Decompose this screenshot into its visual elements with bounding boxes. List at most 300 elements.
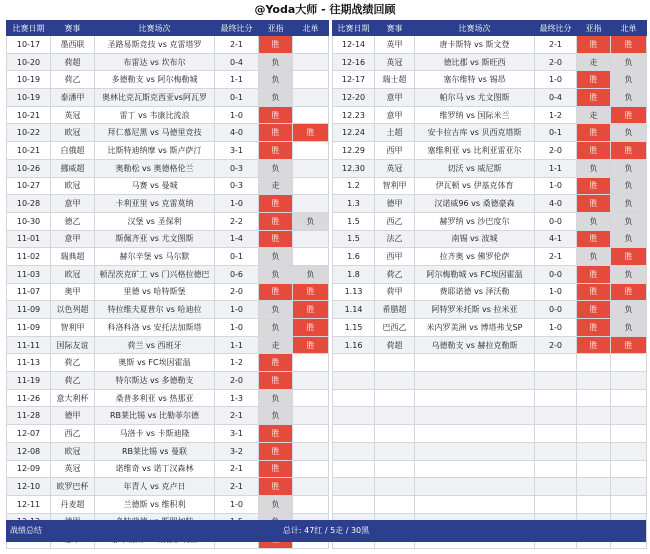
match-teams: 赫罗纳 vs 沙巴度尔 [415,212,535,230]
table-row [7,372,329,390]
table-row [333,248,647,266]
empty-cell [577,407,611,425]
final-score: 2-0 [215,372,259,390]
league: 以色列超 [51,301,95,319]
final-score: 0-3 [215,177,259,195]
beidan-result [293,71,329,89]
league: 国际友谊 [51,336,95,354]
final-score: 3-2 [215,442,259,460]
match-teams: 南锡 vs 波城 [415,230,535,248]
empty-cell [375,460,415,478]
table-row [7,442,329,460]
match-teams: 伊瓦顿 vs 伊基克体育 [415,177,535,195]
beidan-result [293,36,329,54]
results-table-right [332,20,647,549]
final-score: 1-0 [215,195,259,213]
beidan-result: 负 [611,195,647,213]
handicap-result: 胜 [577,265,611,283]
beidan-result [293,389,329,407]
match-teams: 马赛 vs 曼城 [95,177,215,195]
table-row [333,71,647,89]
match-date: 10-19 [7,89,51,107]
final-score: 2-2 [215,212,259,230]
empty-cell [611,460,647,478]
match-teams: 特拉维夫夏普尔 vs 哈迪拉 [95,301,215,319]
final-score: 1-2 [535,106,577,124]
match-teams: 塞维利亚 vs 比利亚雷亚尔 [415,142,535,160]
handicap-result: 走 [577,53,611,71]
match-teams: 年青人 vs 克卢日 [95,478,215,496]
summary-total: 总计: 47红 / 5走 / 30黑 [282,526,370,535]
handicap-result: 胜 [577,336,611,354]
final-score: 1-0 [535,319,577,337]
beidan-result: 负 [611,53,647,71]
handicap-result: 胜 [259,478,293,496]
table-row [333,36,647,54]
table-row [333,283,647,301]
header-match: 比赛场次 [415,21,535,36]
match-date: 10-19 [7,71,51,89]
empty-cell [535,478,577,496]
empty-cell [577,372,611,390]
league: 智利甲 [375,177,415,195]
beidan-result: 负 [611,212,647,230]
table-row [7,124,329,142]
header-date: 比赛日期 [333,21,375,36]
match-teams: 马洛卡 vs 卡斯迪隆 [95,425,215,443]
beidan-result: 负 [611,319,647,337]
empty-cell [375,495,415,513]
empty-cell [577,389,611,407]
match-teams: 切沃 vs 威尼斯 [415,159,535,177]
table-row [333,265,647,283]
table-row [333,336,647,354]
empty-cell [333,389,375,407]
table-row [7,354,329,372]
match-date: 1.2 [333,177,375,195]
empty-cell [577,354,611,372]
empty-row [333,478,647,496]
beidan-result [293,53,329,71]
match-date: 11-09 [7,319,51,337]
league: 荷甲 [375,283,415,301]
match-date: 1.3 [333,195,375,213]
league: 欧冠 [51,124,95,142]
empty-cell [535,354,577,372]
final-score: 2-1 [215,36,259,54]
final-score: 0-0 [535,265,577,283]
table-row [7,478,329,496]
match-date: 10-27 [7,177,51,195]
empty-cell [375,372,415,390]
table-row [7,142,329,160]
table-row [7,425,329,443]
match-teams: 拜仁慕尼黑 vs 马德里竞技 [95,124,215,142]
final-score: 0-1 [215,89,259,107]
handicap-result: 胜 [577,195,611,213]
final-score: 0-6 [215,265,259,283]
match-date: 1.15 [333,319,375,337]
match-date: 1.6 [333,248,375,266]
match-teams: 帕尔马 vs 尤文图斯 [415,89,535,107]
match-date: 12-08 [7,442,51,460]
final-score: 4-0 [215,124,259,142]
match-date: 11-01 [7,230,51,248]
handicap-result: 胜 [259,195,293,213]
empty-cell [611,372,647,390]
match-teams: 奥勒松 vs 奥德格伦兰 [95,159,215,177]
empty-cell [535,495,577,513]
league: 德甲 [375,195,415,213]
table-row [7,283,329,301]
match-date: 12-10 [7,478,51,496]
handicap-result: 胜 [259,212,293,230]
beidan-result: 负 [611,71,647,89]
table-row [7,53,329,71]
table-row [333,177,647,195]
final-score: 2-0 [535,53,577,71]
final-score: 1-0 [215,106,259,124]
table-row [7,36,329,54]
match-date: 11-19 [7,372,51,390]
table-row [333,142,647,160]
final-score: 1-0 [535,71,577,89]
match-date: 12.30 [333,159,375,177]
table-row [7,195,329,213]
league: 丹麦超 [51,495,95,513]
header-handicap: 亚指 [577,21,611,36]
beidan-result [293,354,329,372]
empty-cell [415,442,535,460]
league: 西甲 [375,248,415,266]
beidan-result [293,89,329,107]
empty-cell [611,442,647,460]
empty-cell [611,425,647,443]
final-score: 2-1 [215,478,259,496]
table-row [7,212,329,230]
empty-row [333,442,647,460]
league: 希腊超 [375,301,415,319]
league: 智利甲 [51,319,95,337]
beidan-result [293,248,329,266]
table-row [7,265,329,283]
handicap-result: 胜 [259,425,293,443]
match-date: 1.5 [333,212,375,230]
final-score: 2-1 [215,407,259,425]
empty-cell [577,495,611,513]
match-date: 12-07 [7,425,51,443]
beidan-result: 胜 [293,336,329,354]
league: 德乙 [51,212,95,230]
final-score: 1-0 [215,319,259,337]
empty-cell [375,389,415,407]
match-teams: 德比郡 vs 斯旺西 [415,53,535,71]
beidan-result: 负 [611,265,647,283]
table-row [7,106,329,124]
match-teams: 斯佩齐亚 vs 尤文图斯 [95,230,215,248]
league: 意甲 [375,89,415,107]
final-score: 1-2 [215,354,259,372]
header-beidan: 北单 [611,21,647,36]
handicap-result: 胜 [577,177,611,195]
match-date: 12-20 [333,89,375,107]
empty-row [333,460,647,478]
match-date: 12.23 [333,106,375,124]
handicap-result: 负 [259,159,293,177]
empty-cell [375,407,415,425]
match-date: 12.24 [333,124,375,142]
match-teams: 奥林比克瓦斯克西亚vs阿瓦罗 [95,89,215,107]
empty-cell [375,478,415,496]
beidan-result [293,442,329,460]
beidan-result: 胜 [611,142,647,160]
header-beidan: 北单 [293,21,329,36]
handicap-result: 负 [259,265,293,283]
empty-cell [611,389,647,407]
handicap-result: 胜 [577,230,611,248]
table-row [333,195,647,213]
table-row [7,301,329,319]
match-teams: 费耶诺德 vs 泽沃勒 [415,283,535,301]
beidan-result: 胜 [611,248,647,266]
match-teams: RB莱比锡 vs 比勒菲尔德 [95,407,215,425]
empty-row [333,389,647,407]
match-teams: 卡利亚里 vs 克雷莫纳 [95,195,215,213]
handicap-result: 胜 [577,71,611,89]
final-score: 1-0 [535,177,577,195]
match-date: 11-07 [7,283,51,301]
empty-cell [375,442,415,460]
final-score: 2-0 [535,142,577,160]
empty-cell [577,442,611,460]
final-score: 1-0 [215,495,259,513]
handicap-result: 胜 [577,89,611,107]
match-teams: 安卡拉古库 vs 贝西克塔斯 [415,124,535,142]
table-row [7,89,329,107]
league: 英冠 [51,460,95,478]
league: 英甲 [375,36,415,54]
handicap-result: 负 [577,248,611,266]
summary-label: 战绩总结 [10,526,42,535]
handicap-result: 负 [259,53,293,71]
handicap-result: 胜 [259,354,293,372]
empty-cell [415,495,535,513]
league: 荷乙 [51,354,95,372]
empty-cell [333,425,375,443]
table-row [7,71,329,89]
page-title: @Yoda大师 - 往期战绩回顾 [254,3,396,16]
league: 法乙 [375,230,415,248]
table-row [333,106,647,124]
table-row [333,212,647,230]
handicap-result: 负 [259,319,293,337]
results-table-left [6,20,329,549]
table-row [333,124,647,142]
empty-cell [415,354,535,372]
empty-cell [415,389,535,407]
match-teams: 诺维奇 vs 诺丁汉森林 [95,460,215,478]
match-date: 10-21 [7,106,51,124]
league: 欧冠 [51,265,95,283]
handicap-result: 负 [259,495,293,513]
table-row [7,495,329,513]
beidan-result: 胜 [293,301,329,319]
match-date: 1.14 [333,301,375,319]
league: 欧罗巴杯 [51,478,95,496]
handicap-result: 胜 [259,372,293,390]
empty-cell [375,425,415,443]
table-row [333,301,647,319]
league: 意甲 [51,230,95,248]
empty-cell [577,478,611,496]
beidan-result: 负 [611,124,647,142]
header-league: 赛事 [375,21,415,36]
league: 白俄超 [51,142,95,160]
match-date: 10-26 [7,159,51,177]
match-date: 12-17 [333,71,375,89]
league: 英冠 [375,53,415,71]
empty-cell [333,407,375,425]
match-teams: 唐卡斯特 vs 斯文登 [415,36,535,54]
empty-cell [375,354,415,372]
beidan-result [293,177,329,195]
league: 意甲 [51,195,95,213]
handicap-result: 胜 [259,124,293,142]
beidan-result [293,106,329,124]
league: 欧冠 [51,177,95,195]
table-row [7,230,329,248]
header-score: 最终比分 [535,21,577,36]
match-date: 11-28 [7,407,51,425]
beidan-result: 胜 [611,283,647,301]
handicap-result: 胜 [577,36,611,54]
match-teams: 阿尔梅勒城 vs FC埃因霍温 [415,265,535,283]
beidan-result: 负 [611,177,647,195]
table-row [7,460,329,478]
final-score: 0-0 [535,212,577,230]
empty-cell [535,460,577,478]
empty-cell [535,372,577,390]
league: 墨西联 [51,36,95,54]
beidan-result: 负 [611,159,647,177]
empty-cell [611,478,647,496]
league: 荷超 [51,53,95,71]
handicap-result: 胜 [259,142,293,160]
handicap-result: 胜 [259,283,293,301]
final-score: 0-3 [215,159,259,177]
league: 土超 [375,124,415,142]
beidan-result [293,142,329,160]
match-teams: 科洛科洛 vs 安托法加斯塔 [95,319,215,337]
league: 西甲 [375,142,415,160]
league: 荷超 [375,336,415,354]
match-date: 1.13 [333,283,375,301]
empty-cell [611,407,647,425]
match-teams: 比斯特迪纳摩 vs 斯卢萨汀 [95,142,215,160]
league: 瑞士超 [375,71,415,89]
match-date: 1.5 [333,230,375,248]
match-teams: 多德勒支 vs 阿尔梅勒城 [95,71,215,89]
handicap-result: 胜 [577,142,611,160]
handicap-result: 胜 [259,442,293,460]
match-teams: 塞尔维特 vs 锡昂 [415,71,535,89]
match-teams: 奥斯 vs FC埃因霍温 [95,354,215,372]
final-score: 2-0 [535,336,577,354]
league: 巴西乙 [375,319,415,337]
summary-bar [6,520,646,542]
match-date: 10-17 [7,36,51,54]
match-teams: 布雷达 vs 坎布尔 [95,53,215,71]
match-teams: RB莱比锡 vs 曼联 [95,442,215,460]
handicap-result: 走 [577,106,611,124]
league: 英冠 [375,159,415,177]
table-row [333,159,647,177]
match-date: 11-02 [7,248,51,266]
table-row [7,407,329,425]
beidan-result: 负 [611,301,647,319]
table-row [7,248,329,266]
empty-cell [535,442,577,460]
table-row [7,389,329,407]
handicap-result: 胜 [259,36,293,54]
league: 挪威超 [51,159,95,177]
empty-cell [577,425,611,443]
handicap-result: 负 [259,248,293,266]
final-score: 0-1 [535,124,577,142]
match-date: 12-16 [333,53,375,71]
league: 荷乙 [375,265,415,283]
final-score: 2-1 [535,36,577,54]
beidan-result: 负 [611,89,647,107]
handicap-result: 负 [259,89,293,107]
handicap-result: 胜 [577,319,611,337]
header-handicap: 亚指 [259,21,293,36]
handicap-result: 胜 [577,301,611,319]
empty-cell [333,478,375,496]
match-date: 10-28 [7,195,51,213]
empty-row [333,372,647,390]
match-teams: 特尔斯达 vs 多德勒支 [95,372,215,390]
beidan-result: 胜 [611,336,647,354]
match-date: 1.16 [333,336,375,354]
final-score: 4-1 [535,230,577,248]
match-date: 12.29 [333,142,375,160]
match-date: 10-20 [7,53,51,71]
match-date: 12-09 [7,460,51,478]
league: 奥甲 [51,283,95,301]
match-teams: 汉诺威96 vs 桑德豪森 [415,195,535,213]
empty-cell [333,372,375,390]
final-score: 1-1 [215,336,259,354]
handicap-result: 负 [577,159,611,177]
final-score: 2-0 [215,283,259,301]
match-date: 11-13 [7,354,51,372]
empty-cell [415,372,535,390]
empty-cell [415,460,535,478]
league: 欧冠 [51,442,95,460]
table-row [333,53,647,71]
match-teams: 汉堡 vs 圣保利 [95,212,215,230]
match-teams: 拉齐奥 vs 佛罗伦萨 [415,248,535,266]
final-score: 2-1 [215,460,259,478]
final-score: 0-4 [215,53,259,71]
beidan-result [293,159,329,177]
beidan-result: 负 [611,230,647,248]
match-date: 11-09 [7,301,51,319]
handicap-result: 胜 [259,106,293,124]
empty-cell [535,389,577,407]
match-teams: 阿特罗米托斯 vs 拉米亚 [415,301,535,319]
